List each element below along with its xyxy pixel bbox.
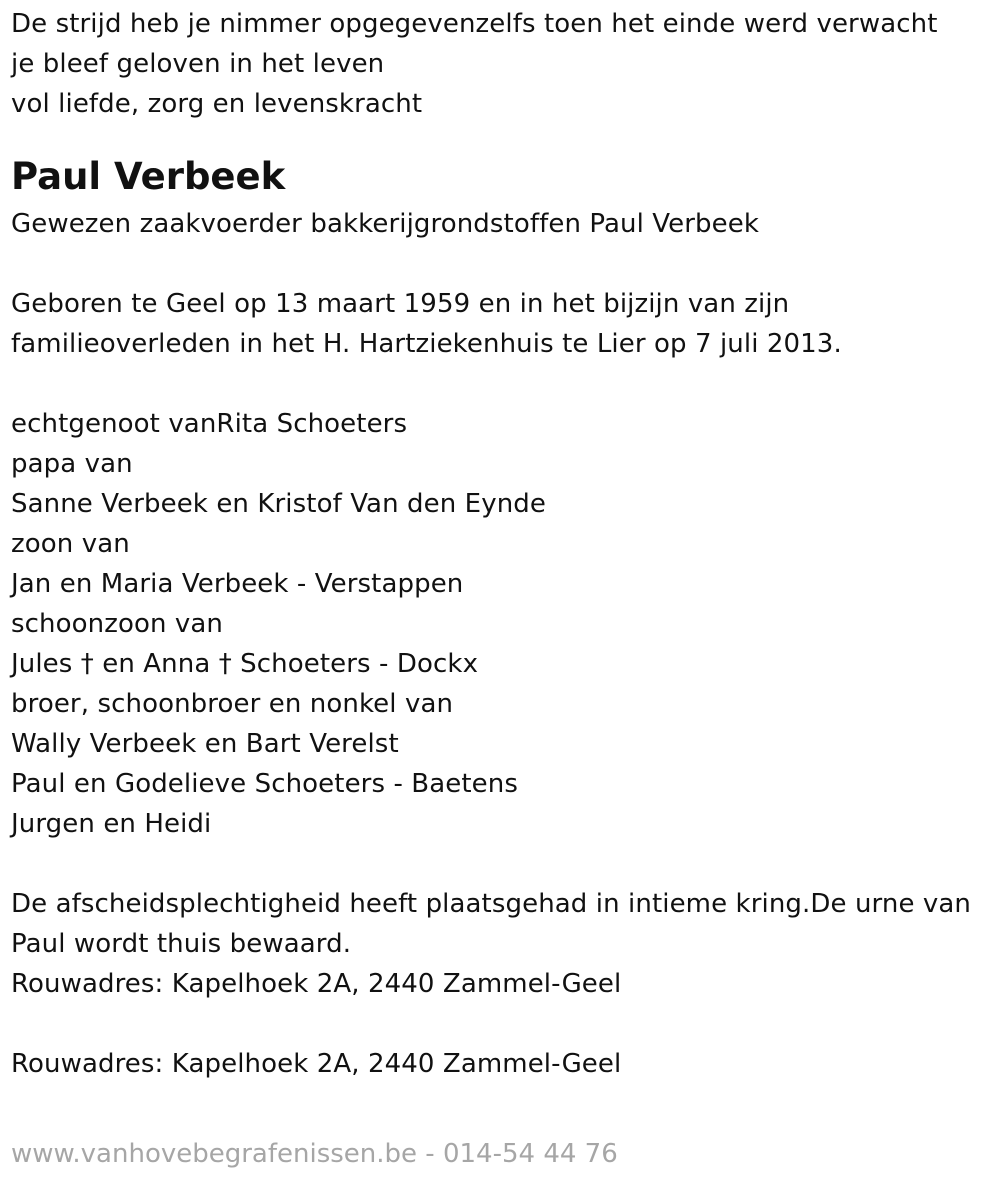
spacer [11, 844, 996, 884]
ceremony-line: Rouwadres: Kapelhoek 2A, 2440 Zammel-Geel [11, 969, 622, 999]
spacer [11, 1004, 996, 1044]
family-line: Sanne Verbeek en Kristof Van den Eynde [11, 489, 546, 519]
deceased-name: Paul Verbeek [11, 155, 286, 198]
family-line: papa van [11, 449, 133, 479]
footer-contact: www.vanhovebegrafenissen.be - 014-54 44 76 [11, 1139, 618, 1169]
family-line: Paul en Godelieve Schoeters - Baetens [11, 769, 518, 799]
family-line: schoonzoon van [11, 609, 224, 639]
spacer [11, 364, 996, 404]
poem [11, 4, 996, 124]
mourning-address: Rouwadres: Kapelhoek 2A, 2440 Zammel-Geel [11, 1049, 622, 1079]
ceremony-info [11, 884, 996, 1004]
deceased-subtitle: Gewezen zaakvoerder bakkerijgrondstoffen Paul Verbeek [11, 209, 760, 239]
family-line: echtgenoot vanRita Schoeters [11, 409, 408, 439]
spacer [11, 244, 996, 284]
ceremony-line: Paul wordt thuis bewaard. [11, 929, 352, 959]
family-line: zoon van [11, 529, 130, 559]
birth-death-line: Geboren te Geel op 13 maart 1959 en in het bijzijn van zijn [11, 289, 790, 319]
family-line: Jan en Maria Verbeek - Verstappen [11, 569, 464, 599]
family-line: Jurgen en Heidi [11, 809, 212, 839]
poem-line: je bleef geloven in het leven [11, 49, 385, 79]
family-line: Wally Verbeek en Bart Verelst [11, 729, 399, 759]
family-list [11, 404, 996, 844]
obituary-document [11, 4, 996, 1084]
birth-death-line: familieoverleden in het H. Hartziekenhuis te Lier op 7 juli 2013. [11, 329, 842, 359]
birth-death-info [11, 284, 996, 364]
family-line: Jules † en Anna † Schoeters - Dockx [11, 649, 479, 679]
poem-line: De strijd heb je nimmer opgegevenzelfs toen het einde werd verwacht [11, 9, 938, 39]
poem-line: vol liefde, zorg en levenskracht [11, 89, 423, 119]
ceremony-line: De afscheidsplechtigheid heeft plaatsgehad in intieme kring.De urne van [11, 889, 971, 919]
family-line: broer, schoonbroer en nonkel van [11, 689, 454, 719]
